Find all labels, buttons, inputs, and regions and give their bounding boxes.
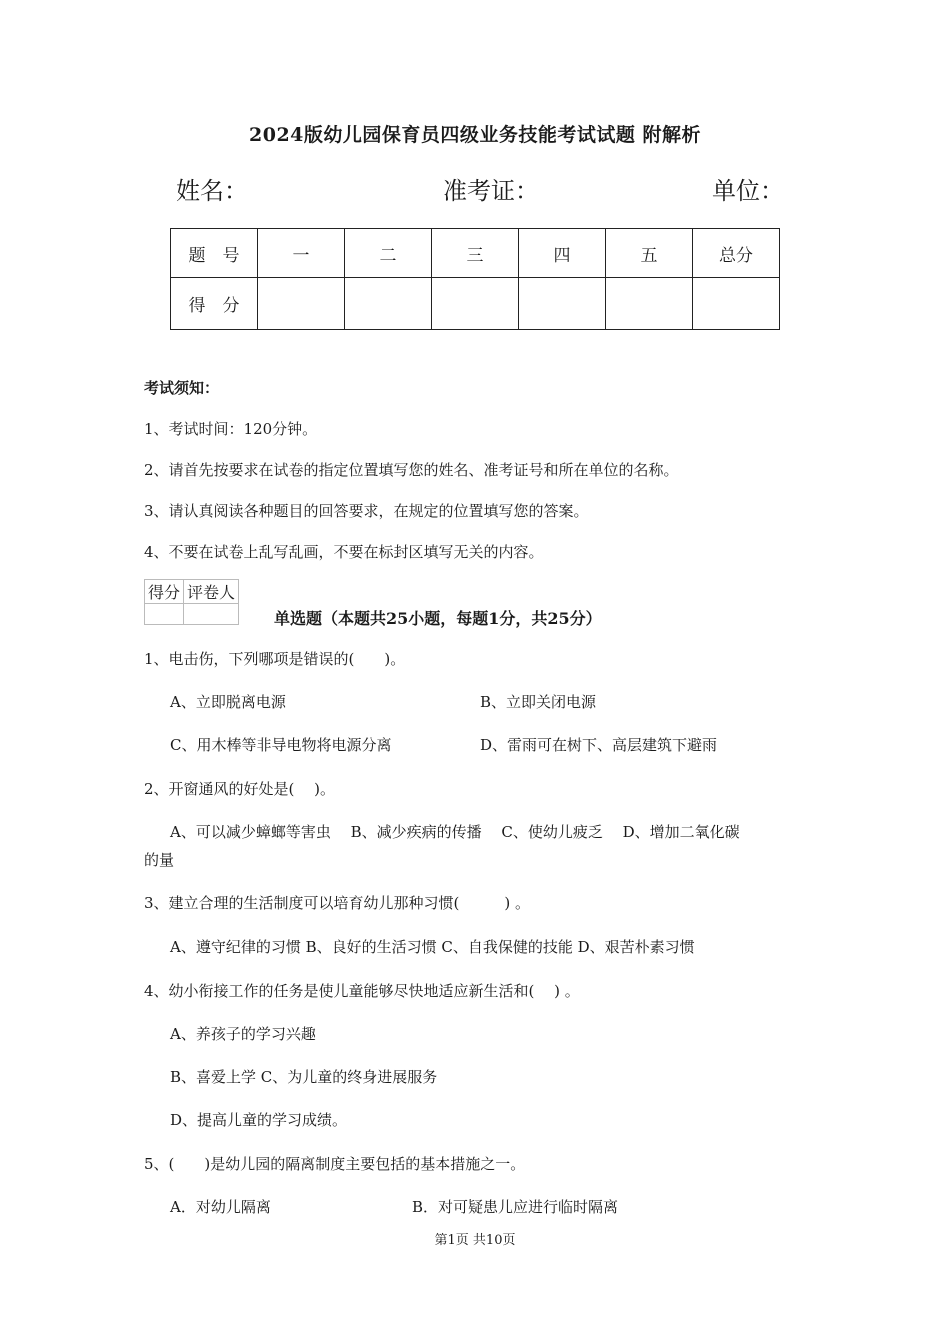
- score-header-cell: 二: [345, 229, 432, 278]
- option-line[interactable]: A、可以减少蟑螂等害虫 B、减少疾病的传播 C、使幼儿疲乏 D、增加二氧化碳: [170, 823, 740, 841]
- score-header-cell: 总分: [693, 229, 780, 278]
- score-header-cell: 三: [432, 229, 519, 278]
- grader-reviewer-label: 评卷人: [184, 580, 239, 604]
- score-table-header-row: [171, 229, 780, 278]
- score-input-cell[interactable]: [606, 278, 693, 330]
- option-line[interactable]: A、遵守纪律的习惯 B、良好的生活习惯 C、自我保健的技能 D、艰苦朴素习惯: [170, 938, 695, 956]
- grader-box: [144, 579, 239, 625]
- grader-score-label: 得分: [145, 580, 184, 604]
- option[interactable]: B．对可疑患儿应进行临时隔离: [412, 1198, 619, 1216]
- grader-score-cell[interactable]: [145, 604, 184, 625]
- grader-reviewer-cell[interactable]: [184, 604, 239, 625]
- option[interactable]: B、喜爱上学 C、为儿童的终身进展服务: [170, 1068, 438, 1086]
- option[interactable]: B、立即关闭电源: [480, 693, 597, 711]
- score-input-cell[interactable]: [345, 278, 432, 330]
- section-title: 单选题（本题共25小题，每题1分，共25分）: [274, 609, 602, 628]
- score-input-cell[interactable]: [432, 278, 519, 330]
- unit-field-label: 单位：: [712, 177, 784, 205]
- question-stem: 2、开窗通风的好处是( )。: [144, 780, 336, 798]
- notice-item: 3、请认真阅读各种题目的回答要求，在规定的位置填写您的答案。: [144, 502, 589, 520]
- question-stem: 4、幼小衔接工作的任务是使儿童能够尽快地适应新生活和( ) 。: [144, 982, 580, 1000]
- option[interactable]: D、雷雨可在树下、高层建筑下避雨: [480, 736, 718, 754]
- score-header-cell: 四: [519, 229, 606, 278]
- option-line: 的量: [144, 851, 175, 869]
- score-input-cell[interactable]: [519, 278, 606, 330]
- question-stem: 5、( )是幼儿园的隔离制度主要包括的基本措施之一。: [144, 1155, 526, 1173]
- notice-item: 4、不要在试卷上乱写乱画，不要在标封区填写无关的内容。: [144, 543, 544, 561]
- score-header-cell: 一: [258, 229, 345, 278]
- score-input-cell[interactable]: [258, 278, 345, 330]
- exam-id-field-label: 准考证：: [443, 177, 539, 205]
- notice-item: 1、考试时间：120分钟。: [144, 420, 318, 438]
- score-input-cell[interactable]: [693, 278, 780, 330]
- notice-heading: 考试须知：: [144, 379, 220, 397]
- option[interactable]: D、提高儿童的学习成绩。: [170, 1111, 348, 1129]
- option[interactable]: A、养孩子的学习兴趣: [170, 1025, 316, 1043]
- option[interactable]: A、立即脱离电源: [170, 693, 286, 711]
- notice-item: 2、请首先按要求在试卷的指定位置填写您的姓名、准考证号和所在单位的名称。: [144, 461, 679, 479]
- question-stem: 1、电击伤，下列哪项是错误的( )。: [144, 650, 406, 668]
- score-header-cell: 题 号: [171, 229, 258, 278]
- name-field-label: 姓名：: [176, 177, 248, 205]
- question-stem: 3、建立合理的生活制度可以培育幼儿那种习惯( ) 。: [144, 894, 531, 912]
- option[interactable]: A．对幼儿隔离: [170, 1198, 271, 1216]
- score-row-label: 得 分: [171, 278, 258, 330]
- page-footer: 第1页 共10页: [434, 1233, 516, 1248]
- score-table: [170, 228, 780, 330]
- page-title: 2024版幼儿园保育员四级业务技能考试试题 附解析: [249, 124, 701, 146]
- score-table-score-row: [171, 278, 780, 330]
- score-header-cell: 五: [606, 229, 693, 278]
- option[interactable]: C、用木棒等非导电物将电源分离: [170, 736, 392, 754]
